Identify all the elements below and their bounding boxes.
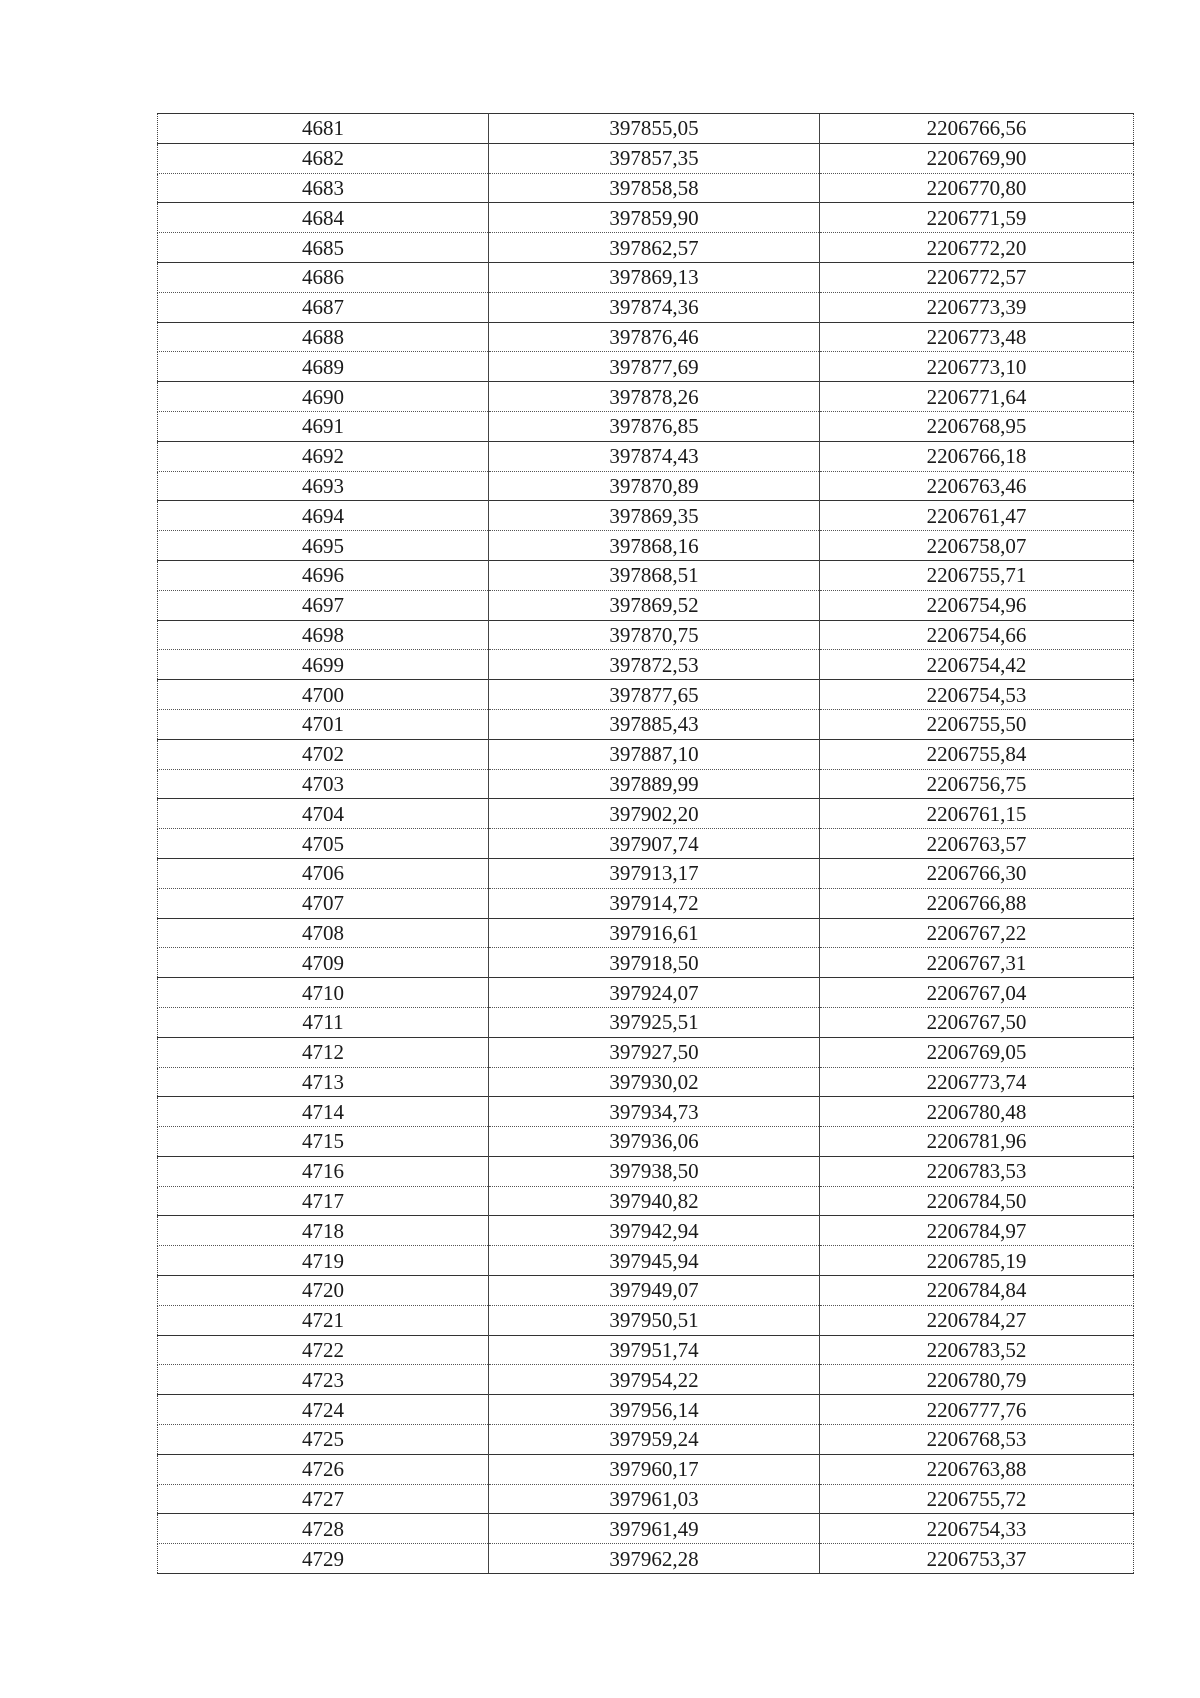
coordinates-table-body	[158, 114, 1134, 1574]
table-row	[158, 560, 1134, 590]
x-coordinate-cell: 397942,94	[489, 1216, 820, 1246]
x-coordinate-cell: 397962,28	[489, 1544, 820, 1574]
point-number-cell: 4697	[158, 590, 489, 620]
x-coordinate-cell: 397889,99	[489, 769, 820, 799]
point-number-cell: 4722	[158, 1335, 489, 1365]
point-number-cell: 4707	[158, 888, 489, 918]
y-coordinate-cell: 2206755,71	[820, 560, 1134, 590]
point-number-cell: 4716	[158, 1156, 489, 1186]
table-row	[158, 680, 1134, 710]
y-coordinate-cell: 2206766,18	[820, 441, 1134, 471]
y-coordinate-cell: 2206766,88	[820, 888, 1134, 918]
table-row	[158, 1454, 1134, 1484]
point-number-cell: 4727	[158, 1484, 489, 1514]
table-row	[158, 948, 1134, 978]
point-number-cell: 4698	[158, 620, 489, 650]
y-coordinate-cell: 2206766,30	[820, 858, 1134, 888]
x-coordinate-cell: 397859,90	[489, 203, 820, 233]
y-coordinate-cell: 2206773,39	[820, 292, 1134, 322]
point-number-cell: 4725	[158, 1425, 489, 1455]
table-row	[158, 233, 1134, 263]
table-row	[158, 1276, 1134, 1306]
point-number-cell: 4723	[158, 1365, 489, 1395]
x-coordinate-cell: 397959,24	[489, 1425, 820, 1455]
table-row	[158, 471, 1134, 501]
x-coordinate-cell: 397874,36	[489, 292, 820, 322]
y-coordinate-cell: 2206763,46	[820, 471, 1134, 501]
point-number-cell: 4693	[158, 471, 489, 501]
y-coordinate-cell: 2206754,66	[820, 620, 1134, 650]
point-number-cell: 4703	[158, 769, 489, 799]
table-row	[158, 114, 1134, 144]
x-coordinate-cell: 397950,51	[489, 1305, 820, 1335]
point-number-cell: 4720	[158, 1276, 489, 1306]
y-coordinate-cell: 2206773,10	[820, 352, 1134, 382]
x-coordinate-cell: 397870,89	[489, 471, 820, 501]
table-row	[158, 1395, 1134, 1425]
table-row	[158, 1216, 1134, 1246]
y-coordinate-cell: 2206784,27	[820, 1305, 1134, 1335]
table-row	[158, 441, 1134, 471]
x-coordinate-cell: 397954,22	[489, 1365, 820, 1395]
point-number-cell: 4700	[158, 680, 489, 710]
table-row	[158, 1425, 1134, 1455]
point-number-cell: 4685	[158, 233, 489, 263]
table-row	[158, 262, 1134, 292]
y-coordinate-cell: 2206763,57	[820, 829, 1134, 859]
point-number-cell: 4726	[158, 1454, 489, 1484]
table-row	[158, 501, 1134, 531]
x-coordinate-cell: 397949,07	[489, 1276, 820, 1306]
x-coordinate-cell: 397855,05	[489, 114, 820, 144]
x-coordinate-cell: 397918,50	[489, 948, 820, 978]
table-row	[158, 292, 1134, 322]
y-coordinate-cell: 2206768,53	[820, 1425, 1134, 1455]
x-coordinate-cell: 397862,57	[489, 233, 820, 263]
y-coordinate-cell: 2206754,96	[820, 590, 1134, 620]
point-number-cell: 4724	[158, 1395, 489, 1425]
table-row	[158, 411, 1134, 441]
x-coordinate-cell: 397876,46	[489, 322, 820, 352]
table-row	[158, 382, 1134, 412]
x-coordinate-cell: 397874,43	[489, 441, 820, 471]
x-coordinate-cell: 397868,16	[489, 531, 820, 561]
x-coordinate-cell: 397869,52	[489, 590, 820, 620]
point-number-cell: 4682	[158, 143, 489, 173]
table-row	[158, 143, 1134, 173]
x-coordinate-cell: 397924,07	[489, 978, 820, 1008]
y-coordinate-cell: 2206754,33	[820, 1514, 1134, 1544]
table-row	[158, 739, 1134, 769]
y-coordinate-cell: 2206769,05	[820, 1037, 1134, 1067]
table-row	[158, 1037, 1134, 1067]
table-row	[158, 769, 1134, 799]
point-number-cell: 4683	[158, 173, 489, 203]
point-number-cell: 4710	[158, 978, 489, 1008]
x-coordinate-cell: 397870,75	[489, 620, 820, 650]
y-coordinate-cell: 2206780,48	[820, 1097, 1134, 1127]
y-coordinate-cell: 2206758,07	[820, 531, 1134, 561]
y-coordinate-cell: 2206784,84	[820, 1276, 1134, 1306]
table-row	[158, 1186, 1134, 1216]
y-coordinate-cell: 2206771,64	[820, 382, 1134, 412]
y-coordinate-cell: 2206763,88	[820, 1454, 1134, 1484]
point-number-cell: 4689	[158, 352, 489, 382]
x-coordinate-cell: 397936,06	[489, 1127, 820, 1157]
point-number-cell: 4715	[158, 1127, 489, 1157]
x-coordinate-cell: 397877,69	[489, 352, 820, 382]
table-row	[158, 888, 1134, 918]
table-row	[158, 1365, 1134, 1395]
table-row	[158, 590, 1134, 620]
table-row	[158, 352, 1134, 382]
point-number-cell: 4705	[158, 829, 489, 859]
table-row	[158, 829, 1134, 859]
point-number-cell: 4714	[158, 1097, 489, 1127]
x-coordinate-cell: 397869,35	[489, 501, 820, 531]
y-coordinate-cell: 2206766,56	[820, 114, 1134, 144]
point-number-cell: 4718	[158, 1216, 489, 1246]
y-coordinate-cell: 2206754,42	[820, 650, 1134, 680]
x-coordinate-cell: 397916,61	[489, 918, 820, 948]
y-coordinate-cell: 2206761,15	[820, 799, 1134, 829]
point-number-cell: 4704	[158, 799, 489, 829]
point-number-cell: 4691	[158, 411, 489, 441]
x-coordinate-cell: 397869,13	[489, 262, 820, 292]
y-coordinate-cell: 2206754,53	[820, 680, 1134, 710]
x-coordinate-cell: 397927,50	[489, 1037, 820, 1067]
y-coordinate-cell: 2206785,19	[820, 1246, 1134, 1276]
x-coordinate-cell: 397902,20	[489, 799, 820, 829]
x-coordinate-cell: 397858,58	[489, 173, 820, 203]
y-coordinate-cell: 2206780,79	[820, 1365, 1134, 1395]
y-coordinate-cell: 2206783,53	[820, 1156, 1134, 1186]
table-row	[158, 1484, 1134, 1514]
point-number-cell: 4701	[158, 709, 489, 739]
y-coordinate-cell: 2206767,22	[820, 918, 1134, 948]
x-coordinate-cell: 397878,26	[489, 382, 820, 412]
y-coordinate-cell: 2206784,97	[820, 1216, 1134, 1246]
table-row	[158, 1305, 1134, 1335]
x-coordinate-cell: 397961,03	[489, 1484, 820, 1514]
y-coordinate-cell: 2206777,76	[820, 1395, 1134, 1425]
point-number-cell: 4686	[158, 262, 489, 292]
y-coordinate-cell: 2206773,48	[820, 322, 1134, 352]
table-row	[158, 1127, 1134, 1157]
point-number-cell: 4696	[158, 560, 489, 590]
point-number-cell: 4712	[158, 1037, 489, 1067]
x-coordinate-cell: 397857,35	[489, 143, 820, 173]
y-coordinate-cell: 2206783,52	[820, 1335, 1134, 1365]
table-row	[158, 1007, 1134, 1037]
point-number-cell: 4709	[158, 948, 489, 978]
table-row	[158, 1335, 1134, 1365]
y-coordinate-cell: 2206761,47	[820, 501, 1134, 531]
x-coordinate-cell: 397877,65	[489, 680, 820, 710]
table-row	[158, 1544, 1134, 1574]
x-coordinate-cell: 397961,49	[489, 1514, 820, 1544]
table-row	[158, 858, 1134, 888]
x-coordinate-cell: 397930,02	[489, 1067, 820, 1097]
y-coordinate-cell: 2206767,50	[820, 1007, 1134, 1037]
point-number-cell: 4688	[158, 322, 489, 352]
x-coordinate-cell: 397956,14	[489, 1395, 820, 1425]
point-number-cell: 4695	[158, 531, 489, 561]
table-row	[158, 531, 1134, 561]
table-row	[158, 173, 1134, 203]
x-coordinate-cell: 397940,82	[489, 1186, 820, 1216]
y-coordinate-cell: 2206767,04	[820, 978, 1134, 1008]
y-coordinate-cell: 2206784,50	[820, 1186, 1134, 1216]
y-coordinate-cell: 2206753,37	[820, 1544, 1134, 1574]
point-number-cell: 4694	[158, 501, 489, 531]
table-row	[158, 978, 1134, 1008]
x-coordinate-cell: 397913,17	[489, 858, 820, 888]
x-coordinate-cell: 397914,72	[489, 888, 820, 918]
x-coordinate-cell: 397868,51	[489, 560, 820, 590]
y-coordinate-cell: 2206756,75	[820, 769, 1134, 799]
point-number-cell: 4687	[158, 292, 489, 322]
point-number-cell: 4711	[158, 1007, 489, 1037]
point-number-cell: 4721	[158, 1305, 489, 1335]
y-coordinate-cell: 2206772,20	[820, 233, 1134, 263]
y-coordinate-cell: 2206769,90	[820, 143, 1134, 173]
point-number-cell: 4681	[158, 114, 489, 144]
x-coordinate-cell: 397907,74	[489, 829, 820, 859]
point-number-cell: 4690	[158, 382, 489, 412]
table-row	[158, 709, 1134, 739]
table-row	[158, 799, 1134, 829]
x-coordinate-cell: 397934,73	[489, 1097, 820, 1127]
point-number-cell: 4706	[158, 858, 489, 888]
x-coordinate-cell: 397960,17	[489, 1454, 820, 1484]
x-coordinate-cell: 397887,10	[489, 739, 820, 769]
table-row	[158, 1156, 1134, 1186]
x-coordinate-cell: 397885,43	[489, 709, 820, 739]
table-row	[158, 918, 1134, 948]
y-coordinate-cell: 2206755,84	[820, 739, 1134, 769]
table-row	[158, 203, 1134, 233]
table-row	[158, 650, 1134, 680]
point-number-cell: 4728	[158, 1514, 489, 1544]
y-coordinate-cell: 2206768,95	[820, 411, 1134, 441]
y-coordinate-cell: 2206767,31	[820, 948, 1134, 978]
x-coordinate-cell: 397876,85	[489, 411, 820, 441]
table-row	[158, 1067, 1134, 1097]
coordinates-table	[157, 113, 1134, 1574]
point-number-cell: 4692	[158, 441, 489, 471]
y-coordinate-cell: 2206755,50	[820, 709, 1134, 739]
x-coordinate-cell: 397872,53	[489, 650, 820, 680]
table-row	[158, 1097, 1134, 1127]
table-row	[158, 1514, 1134, 1544]
point-number-cell: 4717	[158, 1186, 489, 1216]
y-coordinate-cell: 2206771,59	[820, 203, 1134, 233]
point-number-cell: 4713	[158, 1067, 489, 1097]
x-coordinate-cell: 397945,94	[489, 1246, 820, 1276]
y-coordinate-cell: 2206770,80	[820, 173, 1134, 203]
table-row	[158, 322, 1134, 352]
x-coordinate-cell: 397951,74	[489, 1335, 820, 1365]
point-number-cell: 4729	[158, 1544, 489, 1574]
point-number-cell: 4708	[158, 918, 489, 948]
y-coordinate-cell: 2206781,96	[820, 1127, 1134, 1157]
table-row	[158, 620, 1134, 650]
y-coordinate-cell: 2206755,72	[820, 1484, 1134, 1514]
y-coordinate-cell: 2206772,57	[820, 262, 1134, 292]
point-number-cell: 4699	[158, 650, 489, 680]
y-coordinate-cell: 2206773,74	[820, 1067, 1134, 1097]
table-row	[158, 1246, 1134, 1276]
point-number-cell: 4702	[158, 739, 489, 769]
point-number-cell: 4684	[158, 203, 489, 233]
point-number-cell: 4719	[158, 1246, 489, 1276]
x-coordinate-cell: 397938,50	[489, 1156, 820, 1186]
x-coordinate-cell: 397925,51	[489, 1007, 820, 1037]
